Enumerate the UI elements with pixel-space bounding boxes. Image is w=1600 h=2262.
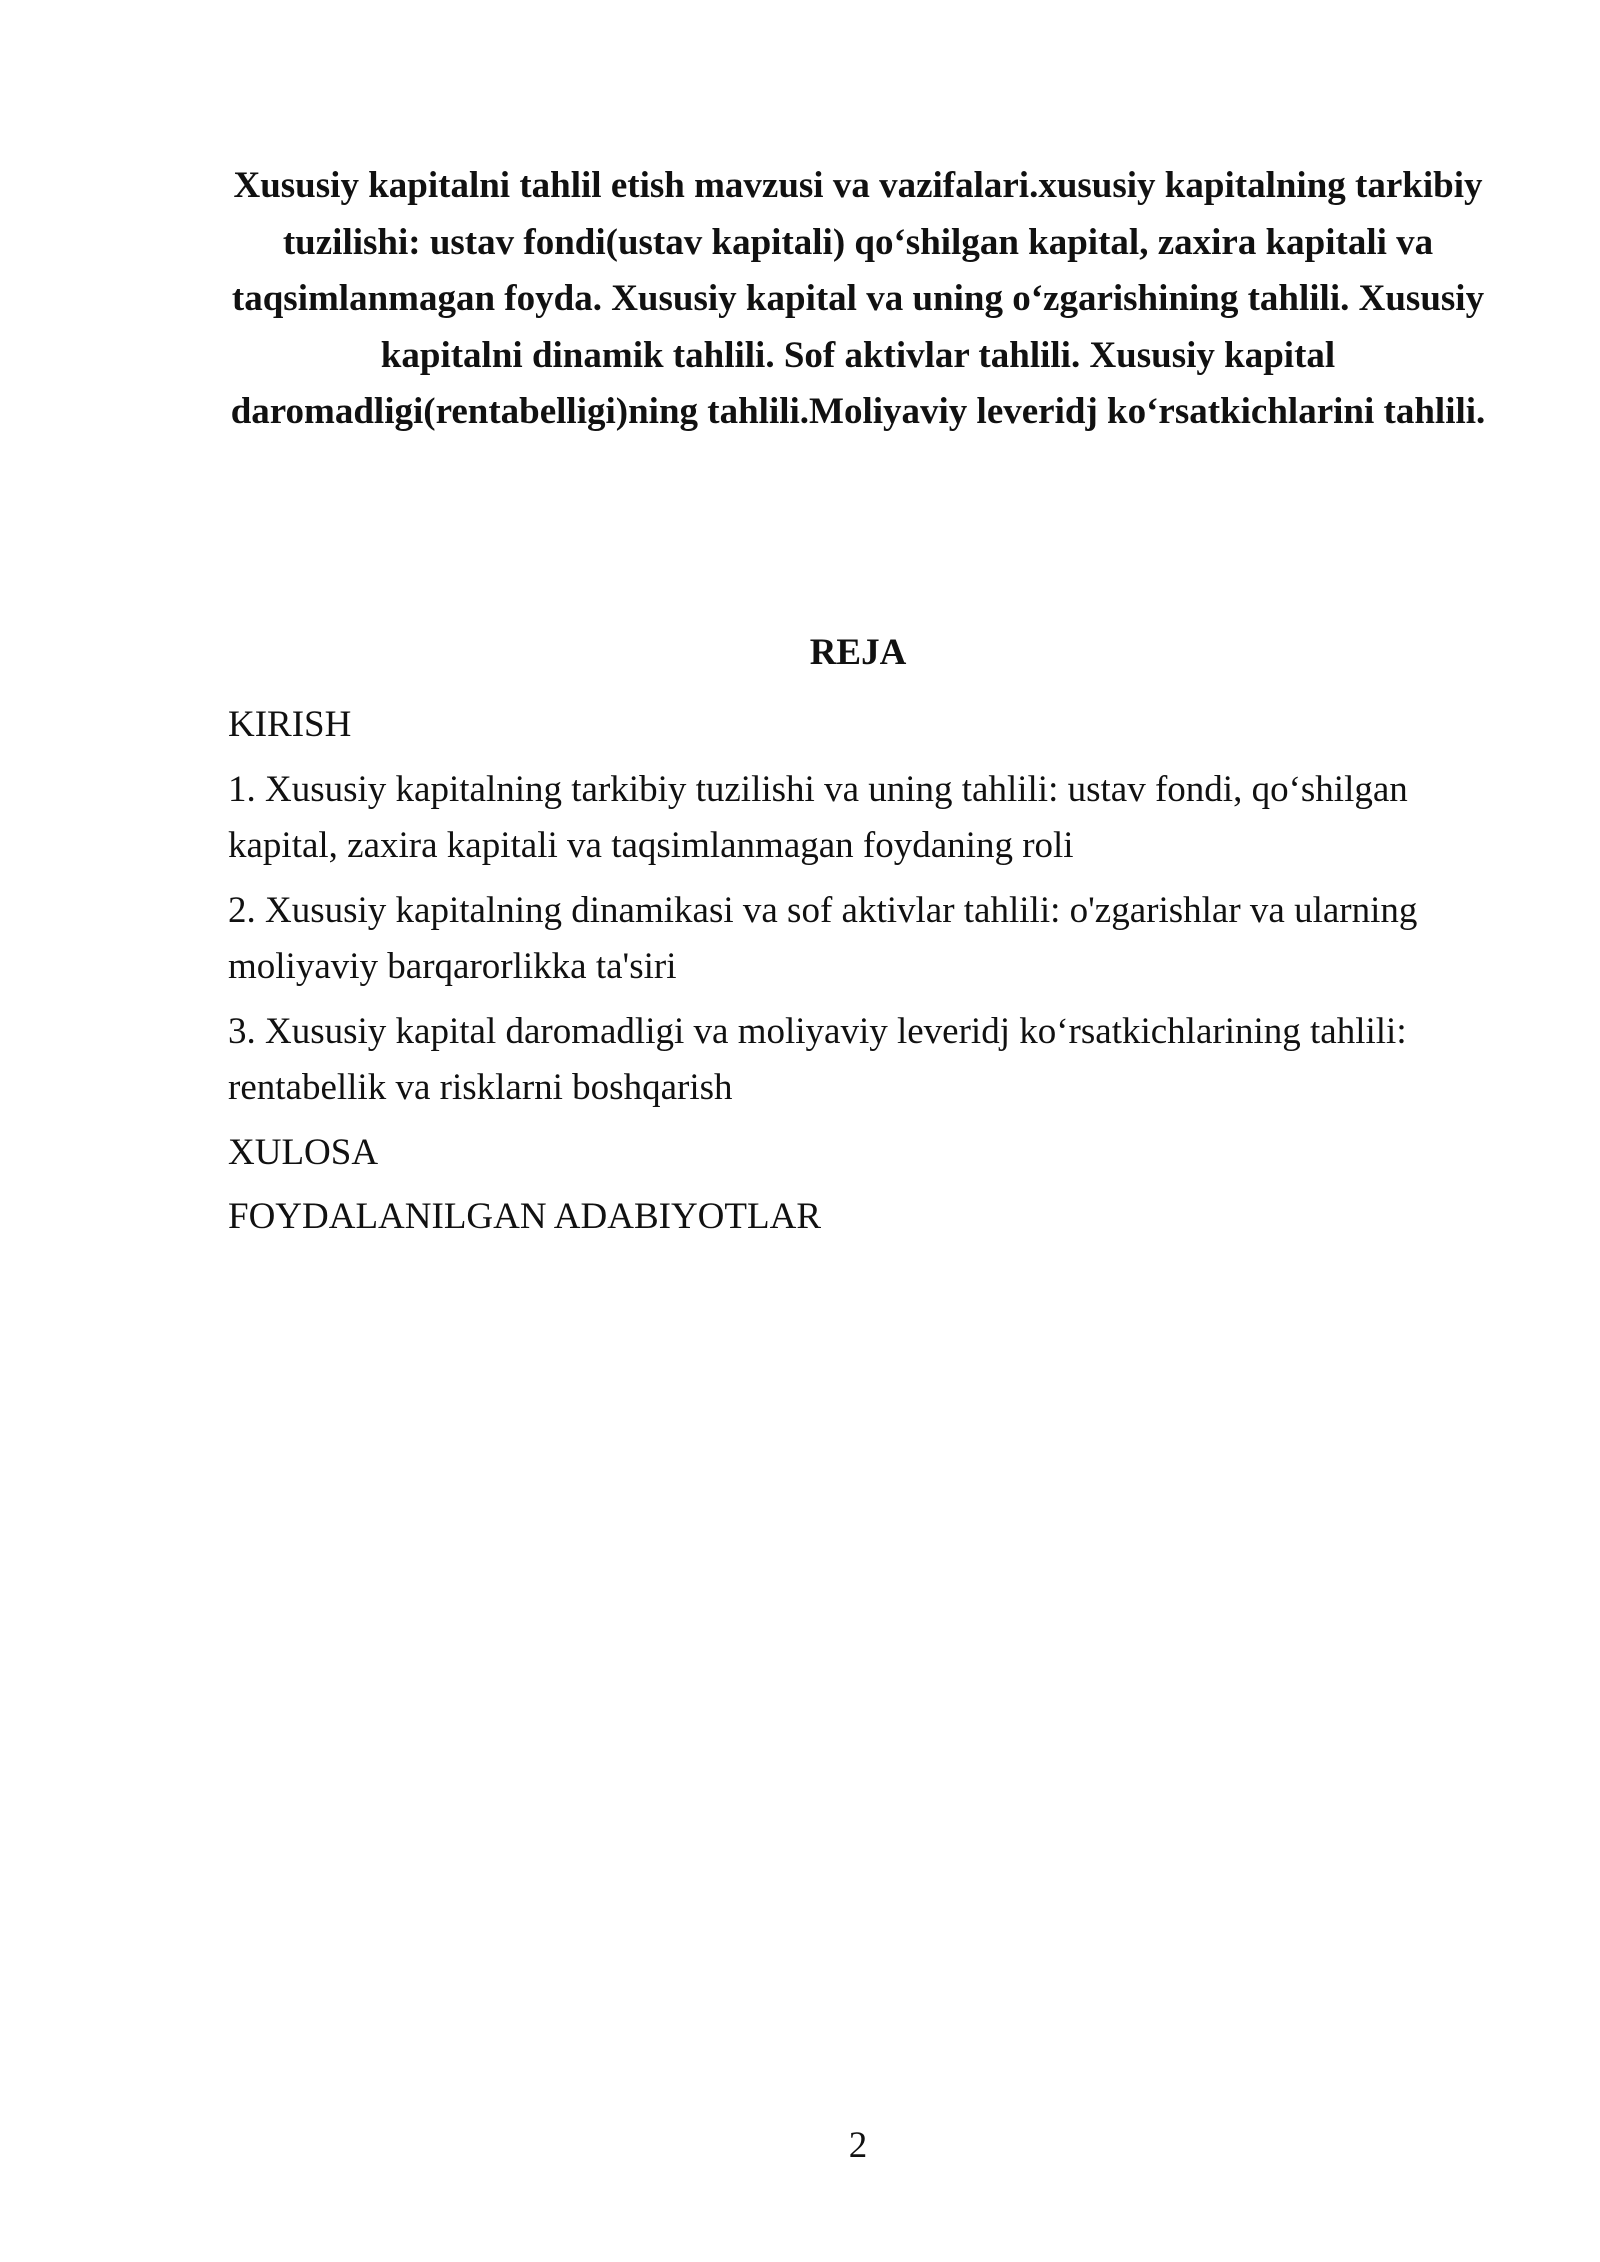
plan-item-conclusion: XULOSA (228, 1131, 379, 1173)
plan-item-3: 3. Xususiy kapital daromadligi va moliyaviy leveridj ko‘rsatkichlarining tahlili: rentabellik va risklarni boshqarish (228, 1010, 1407, 1108)
plan-heading: REJA (809, 632, 907, 673)
plan-item-2: 2. Xususiy kapitalning dinamikasi va sof aktivlar tahlili: o'zgarishlar va ularning moliyaviy barqarorlikka ta'siri (228, 889, 1418, 987)
plan-item-references: FOYDALANILGAN ADABIYOTLAR (228, 1196, 821, 1237)
plan-item-1: 1. Xususiy kapitalning tarkibiy tuzilishi va uning tahlili: ustav fondi, qo‘shilgan kapital, zaxira kapitali va taqsimlanmagan foydaning roli (228, 768, 1408, 866)
document-title: Xususiy kapitalni tahlil etish mavzusi va vazifalari.xususiy kapitalning tarkibiy tuzilishi: ustav fondi(ustav kapitali) qo‘shilgan kapital, zaxira kapitali va taqsimlanmagan foyda. Xususiy kapital va uning o‘zgarishining tahlili. Xususiy kapitalni dinamik tahlili. Sof aktivlar tahlili. Xususiy kapital daromadligi(rentabelligi)ning tahlili.Moliyaviy leveridj ko‘rsatkichlarini tahlili. (230, 165, 1486, 432)
plan-item-introduction: KIRISH (228, 704, 352, 745)
page-number: 2 (848, 2125, 868, 2166)
plan-list (228, 697, 1468, 1254)
